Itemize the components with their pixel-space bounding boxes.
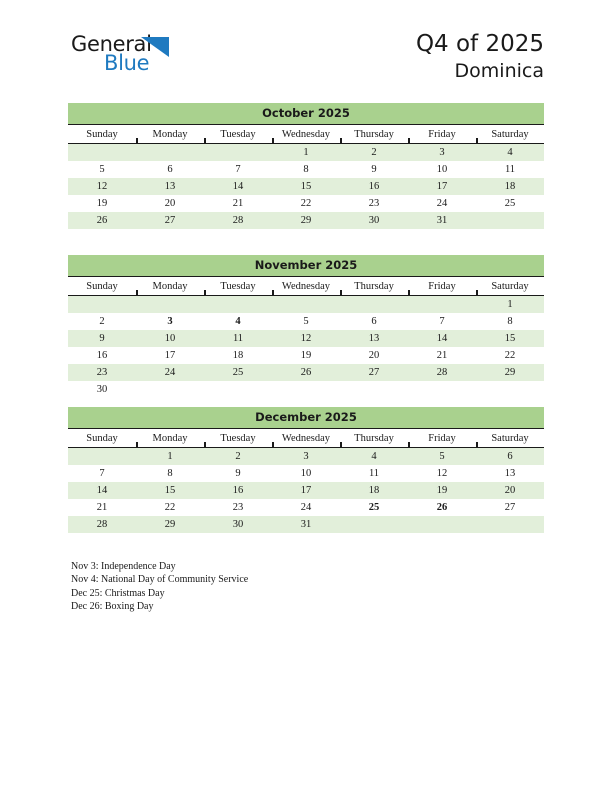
week-row [68,144,544,162]
weekday-header-sunday: Sunday [68,277,136,296]
weekday-header-monday: Monday [136,125,204,144]
day-cell[interactable]: 20 [340,347,408,364]
weekday-header-row [68,429,544,448]
day-cell[interactable]: 29 [272,212,340,229]
day-cell[interactable]: 13 [136,178,204,195]
week-row [68,364,544,381]
week-row [68,161,544,178]
day-cell[interactable]: 14 [68,482,136,499]
weekday-header-wednesday: Wednesday [272,277,340,296]
weekday-header-sunday: Sunday [68,429,136,448]
month-body [68,144,544,230]
day-cell[interactable]: 3 [272,448,340,466]
day-cell[interactable]: 24 [136,364,204,381]
day-cell[interactable]: 2 [68,313,136,330]
month-calendar [68,255,544,398]
day-cell[interactable]: 17 [272,482,340,499]
week-row [68,195,544,212]
day-cell-empty [136,144,204,162]
week-row [68,296,544,314]
day-cell[interactable]: 1 [476,296,544,314]
day-cell[interactable]: 9 [68,330,136,347]
day-cell[interactable]: 28 [204,212,272,229]
month-grid [68,428,544,533]
day-cell-empty [340,381,408,398]
holiday-legend [71,560,491,614]
month-grid [68,276,544,398]
brand-name-blue: Blue [104,51,150,75]
day-cell[interactable]: 3 [408,144,476,162]
day-cell[interactable]: 24 [272,499,340,516]
weekday-header-saturday: Saturday [476,277,544,296]
day-cell[interactable]: 30 [340,212,408,229]
day-cell[interactable]: 19 [68,195,136,212]
day-cell[interactable]: 28 [408,364,476,381]
day-cell[interactable]: 10 [136,330,204,347]
month-calendar [68,103,544,229]
day-cell[interactable]: 11 [340,465,408,482]
weekday-header-row [68,277,544,296]
week-row [68,465,544,482]
day-cell[interactable]: 27 [340,364,408,381]
legend-item: Nov 3: Independence Day [71,561,176,572]
week-row [68,381,544,398]
day-cell[interactable]: 30 [204,516,272,533]
day-cell[interactable]: 20 [136,195,204,212]
month-grid [68,124,544,229]
page-subtitle: Dominica [454,59,544,82]
day-cell[interactable]: 6 [340,313,408,330]
day-cell[interactable]: 23 [204,499,272,516]
day-cell[interactable]: 21 [68,499,136,516]
day-cell[interactable]: 11 [476,161,544,178]
day-cell[interactable]: 21 [408,347,476,364]
page-title: Q4 of 2025 [415,31,544,57]
day-cell-empty [408,516,476,533]
day-cell[interactable]: 5 [408,448,476,466]
day-cell[interactable]: 8 [272,161,340,178]
day-cell[interactable]: 20 [476,482,544,499]
day-cell[interactable]: 31 [272,516,340,533]
day-cell[interactable]: 18 [204,347,272,364]
day-cell[interactable]: 16 [340,178,408,195]
day-cell-empty [476,381,544,398]
day-cell[interactable]: 26 [68,212,136,229]
day-cell[interactable]: 2 [340,144,408,162]
day-cell[interactable]: 5 [68,161,136,178]
day-cell[interactable]: 14 [408,330,476,347]
day-cell[interactable]: 18 [340,482,408,499]
day-cell-holiday[interactable]: 26 [408,499,476,516]
day-cell[interactable]: 15 [272,178,340,195]
legend-item: Dec 25: Christmas Day [71,587,165,599]
month-title: December 2025 [68,407,544,428]
day-cell[interactable]: 2 [204,448,272,466]
week-row [68,178,544,195]
week-row [68,330,544,347]
day-cell[interactable]: 28 [68,516,136,533]
day-cell-empty [204,296,272,314]
weekday-header-friday: Friday [408,429,476,448]
day-cell-empty [272,381,340,398]
day-cell-empty [340,296,408,314]
page-title-block [416,30,544,84]
day-cell[interactable]: 17 [136,347,204,364]
day-cell[interactable]: 1 [136,448,204,466]
page-header [0,0,612,100]
day-cell-empty [408,296,476,314]
day-cell[interactable]: 22 [136,499,204,516]
day-cell-empty [136,381,204,398]
day-cell[interactable]: 26 [272,364,340,381]
day-cell[interactable]: 16 [68,347,136,364]
day-cell[interactable]: 17 [408,178,476,195]
day-cell[interactable]: 6 [476,448,544,466]
month-body [68,448,544,534]
legend-item: Dec 26: Boxing Day [71,601,154,613]
day-cell-empty [68,448,136,466]
day-cell[interactable]: 9 [204,465,272,482]
day-cell[interactable]: 1 [272,144,340,162]
week-row [68,347,544,364]
day-cell[interactable]: 25 [476,195,544,212]
day-cell[interactable]: 12 [68,178,136,195]
day-cell[interactable]: 27 [476,499,544,516]
weekday-header-wednesday: Wednesday [272,125,340,144]
day-cell[interactable]: 10 [408,161,476,178]
day-cell-holiday[interactable]: 3 [136,313,204,330]
day-cell[interactable]: 8 [136,465,204,482]
day-cell[interactable]: 18 [476,178,544,195]
weekday-header-saturday: Saturday [476,125,544,144]
weekday-header-row [68,125,544,144]
weekday-header-saturday: Saturday [476,429,544,448]
brand-logo[interactable] [71,34,251,90]
week-row [68,212,544,229]
day-cell[interactable]: 22 [476,347,544,364]
day-cell[interactable]: 12 [408,465,476,482]
weekday-header-tuesday: Tuesday [204,429,272,448]
day-cell[interactable]: 5 [272,313,340,330]
day-cell[interactable]: 21 [204,195,272,212]
weekday-header-thursday: Thursday [340,125,408,144]
day-cell[interactable]: 22 [272,195,340,212]
weekday-header-sunday: Sunday [68,125,136,144]
day-cell[interactable]: 29 [136,516,204,533]
day-cell[interactable]: 6 [136,161,204,178]
weekday-header-friday: Friday [408,277,476,296]
day-cell[interactable]: 10 [272,465,340,482]
day-cell[interactable]: 7 [204,161,272,178]
day-cell[interactable]: 7 [408,313,476,330]
day-cell[interactable]: 23 [68,364,136,381]
day-cell[interactable]: 12 [272,330,340,347]
day-cell[interactable]: 8 [476,313,544,330]
day-cell-empty [204,381,272,398]
legend-item: Nov 4: National Day of Community Service [71,574,249,586]
day-cell-holiday[interactable]: 4 [204,313,272,330]
weekday-header-thursday: Thursday [340,429,408,448]
day-cell-empty [476,516,544,533]
day-cell[interactable]: 16 [204,482,272,499]
week-row [68,499,544,516]
brand-name-general: General [71,32,152,56]
day-cell[interactable]: 15 [136,482,204,499]
weekday-header-monday: Monday [136,277,204,296]
day-cell-empty [408,381,476,398]
day-cell[interactable]: 4 [340,448,408,466]
weekday-header-thursday: Thursday [340,277,408,296]
day-cell-empty [476,212,544,229]
day-cell[interactable]: 27 [136,212,204,229]
weekday-header-friday: Friday [408,125,476,144]
month-title: October 2025 [68,103,544,124]
weekday-header-tuesday: Tuesday [204,277,272,296]
day-cell-empty [272,296,340,314]
week-row [68,482,544,499]
week-row [68,448,544,466]
month-title: November 2025 [68,255,544,276]
day-cell[interactable]: 11 [204,330,272,347]
day-cell-empty [136,296,204,314]
day-cell[interactable]: 4 [476,144,544,162]
day-cell[interactable]: 31 [408,212,476,229]
day-cell-empty [204,144,272,162]
month-calendar [68,407,544,533]
month-body [68,296,544,399]
day-cell-empty [68,144,136,162]
day-cell[interactable]: 15 [476,330,544,347]
day-cell[interactable]: 19 [408,482,476,499]
day-cell[interactable]: 24 [408,195,476,212]
day-cell[interactable]: 7 [68,465,136,482]
weekday-header-tuesday: Tuesday [204,125,272,144]
day-cell-empty [68,296,136,314]
week-row [68,516,544,533]
day-cell[interactable]: 23 [340,195,408,212]
day-cell[interactable]: 30 [68,381,136,398]
week-row [68,313,544,330]
day-cell-holiday[interactable]: 25 [340,499,408,516]
day-cell[interactable]: 19 [272,347,340,364]
blue-triangle-icon [141,37,169,57]
day-cell[interactable]: 29 [476,364,544,381]
weekday-header-wednesday: Wednesday [272,429,340,448]
day-cell[interactable]: 13 [340,330,408,347]
day-cell-empty [340,516,408,533]
day-cell[interactable]: 9 [340,161,408,178]
weekday-header-monday: Monday [136,429,204,448]
day-cell[interactable]: 25 [204,364,272,381]
day-cell[interactable]: 14 [204,178,272,195]
day-cell[interactable]: 13 [476,465,544,482]
